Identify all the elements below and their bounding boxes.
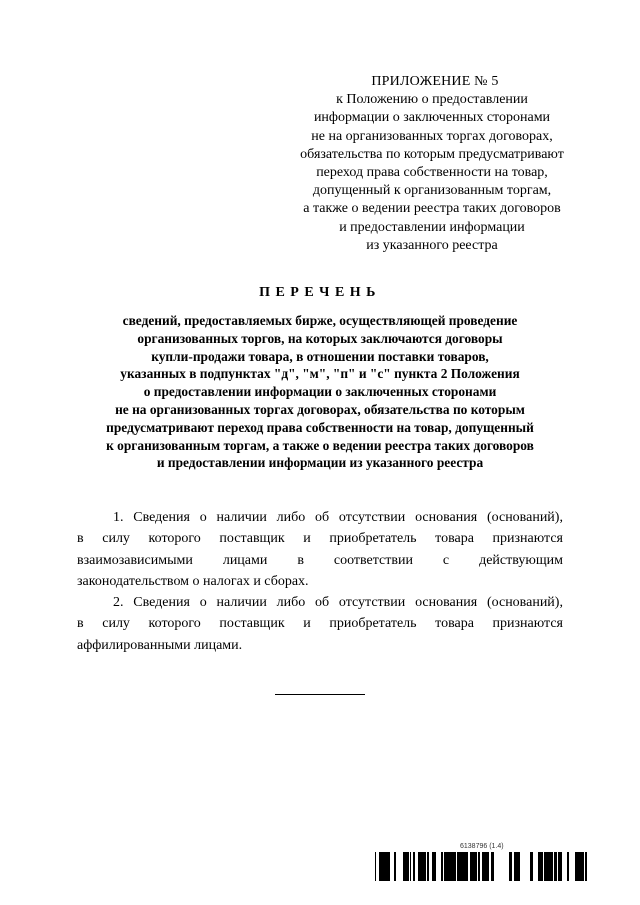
- list-item-2: [77, 592, 563, 656]
- document-title: ПЕРЕЧЕНЬ: [259, 285, 381, 300]
- appendix-line: допущенный к организованным торгам,: [312, 183, 552, 199]
- subtitle-line: указанных в подпунктах "д", "м", "п" и "с" пункта 2 Положения: [120, 366, 520, 382]
- subtitle-line: предусматривают переход права собственности на товар, допущенный: [106, 419, 534, 435]
- document-code: 6138796 (1.4): [460, 843, 504, 850]
- appendix-line: к Положению о предоставлении: [336, 92, 528, 108]
- paragraph-line: 2. Сведения о наличии либо об отсутствии основания (оснований),: [113, 595, 563, 611]
- appendix-line: из указанного реестра: [366, 237, 498, 253]
- appendix-header: [262, 73, 602, 255]
- paragraph-line: взаимозависимыми лицами в соответствии с действующим: [77, 552, 563, 568]
- subtitle-line: купли-продажи товара, в отношении поставки товаров,: [151, 348, 489, 364]
- paragraph-line: аффилированными лицами.: [77, 637, 243, 653]
- appendix-line: информации о заключенных сторонами: [313, 110, 551, 126]
- end-divider: [275, 694, 365, 695]
- appendix-line: не на организованных торгах договорах,: [311, 128, 553, 144]
- appendix-line: а также о ведении реестра таких договоров: [303, 201, 561, 217]
- appendix-line: и предоставлении информации: [339, 219, 525, 235]
- appendix-line: обязательства по которым предусматривают: [300, 146, 564, 162]
- barcode-icon: [375, 852, 587, 881]
- subtitle-line: не на организованных торгах договорах, обязательства по которым: [115, 401, 525, 417]
- list-item-1: [77, 507, 563, 592]
- appendix-title: ПРИЛОЖЕНИЕ № 5: [371, 74, 499, 89]
- document-subtitle: [70, 312, 570, 472]
- appendix-line: переход права собственности на товар,: [316, 165, 548, 181]
- paragraph-line: 1. Сведения о наличии либо об отсутствии основания (оснований),: [113, 510, 563, 525]
- subtitle-line: сведений, предоставляемых бирже, осуществляющей проведение: [122, 313, 518, 328]
- subtitle-line: организованных торгов, на которых заключаются договоры: [137, 330, 503, 346]
- paragraph-line: в силу которого поставщик и приобретатель товара признаются: [77, 531, 563, 547]
- subtitle-line: и предоставлении информации из указанного реестра: [156, 455, 484, 471]
- document-body: [77, 507, 563, 656]
- paragraph-line: законодательством о налогах и сборах.: [77, 573, 309, 589]
- subtitle-line: о предоставлении информации о заключенных сторонами: [143, 384, 497, 400]
- subtitle-line: к организованным торгам, а также о ведении реестра таких договоров: [106, 437, 534, 453]
- paragraph-line: в силу которого поставщик и приобретатель товара признаются: [77, 616, 563, 632]
